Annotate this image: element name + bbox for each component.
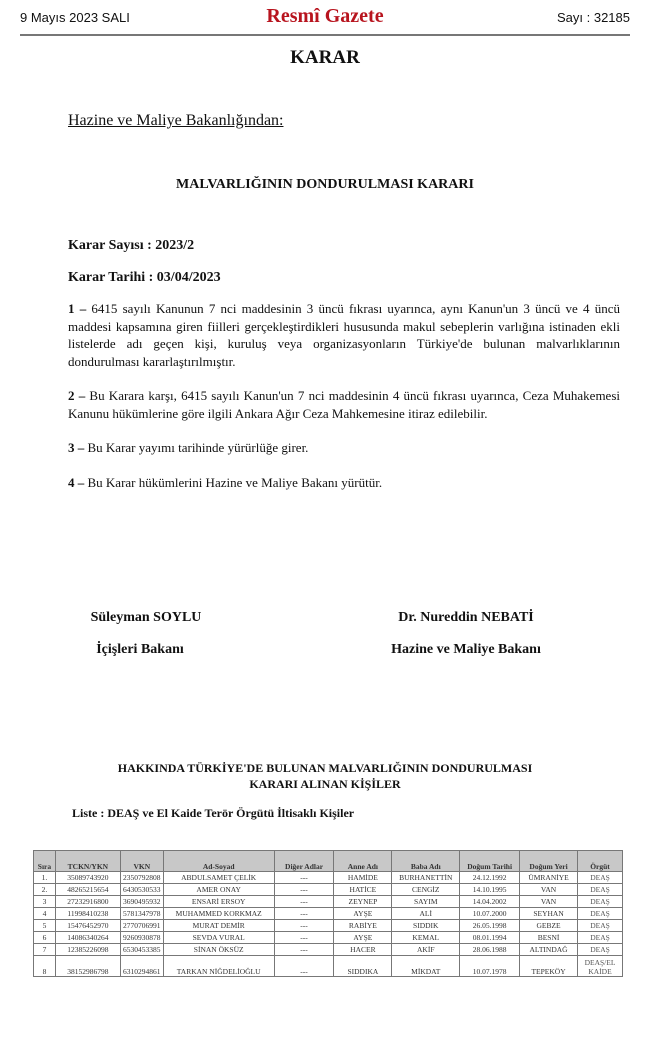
table-cell: AYŞE	[334, 932, 392, 944]
table-cell: ---	[274, 884, 334, 896]
table-row	[34, 944, 623, 956]
column-header: Doğum Tarihi	[460, 851, 520, 872]
table-cell: ALTINDAĞ	[520, 944, 578, 956]
table-cell: DEAŞ	[578, 944, 623, 956]
table-cell: 12385226098	[55, 944, 120, 956]
table-cell: ---	[274, 932, 334, 944]
table-cell: ZEYNEP	[334, 896, 392, 908]
table-cell: DEAŞ	[578, 908, 623, 920]
ministry-name: Hazine ve Maliye Bakanlığından:	[68, 112, 284, 129]
section-title: KARAR	[290, 47, 360, 68]
table-cell: 08.01.1994	[460, 932, 520, 944]
signature-name-2: Dr. Nureddin NEBATİ	[398, 610, 534, 625]
table-cell: VAN	[520, 896, 578, 908]
decision-date: Karar Tarihi : 03/04/2023	[68, 270, 221, 285]
table-cell: ---	[274, 944, 334, 956]
gazette-title: Resmî Gazete	[266, 5, 384, 27]
signature-role-1: İçişleri Bakanı	[96, 642, 184, 657]
table-cell: 26.05.1998	[460, 920, 520, 932]
issue-date: 9 Mayıs 2023 SALI	[20, 10, 130, 25]
table-header-row	[34, 851, 623, 872]
column-header: Sıra	[34, 851, 56, 872]
column-header: TCKN/YKN	[55, 851, 120, 872]
table-row	[34, 920, 623, 932]
table-cell: RABİYE	[334, 920, 392, 932]
table-cell: DEAŞ	[578, 896, 623, 908]
table-cell: ÜMRANİYE	[520, 872, 578, 884]
column-header: VKN	[120, 851, 163, 872]
table-cell: 38152986798	[55, 956, 120, 977]
table-cell: TARKAN NİĞDELİOĞLU	[163, 956, 274, 977]
table-cell: 10.07.1978	[460, 956, 520, 977]
table-cell: HAMİDE	[334, 872, 392, 884]
table-cell: ---	[274, 908, 334, 920]
column-header: Diğer Adlar	[274, 851, 334, 872]
column-header: Ad-Soyad	[163, 851, 274, 872]
table-cell: ---	[274, 920, 334, 932]
table-cell: TEPEKÖY	[520, 956, 578, 977]
table-cell: 6530453385	[120, 944, 163, 956]
gazette-header	[20, 5, 630, 30]
signature-name-1: Süleyman SOYLU	[90, 610, 202, 625]
article-2: 2 – Bu Karara karşı, 6415 sayılı Kanun'un 7 nci maddesinin 4 üncü fıkrası uyarınca, Ceza Muhakemesi Kanunu hükümlerine göre ilgili Ankara Ağır Ceza Mahkemesine itiraz edilebilir.	[68, 388, 620, 421]
table-cell: SAYIM	[392, 896, 460, 908]
list-label: Liste : DEAŞ ve El Kaide Terör Örgütü İltisaklı Kişiler	[72, 806, 355, 820]
table-cell: AYŞE	[334, 908, 392, 920]
articles	[68, 300, 620, 508]
article-1: 1 – 6415 sayılı Kanunun 7 nci maddesinin 3 üncü fıkrası uyarınca, aynı Kanun'un 3 üncü ve 4 üncü maddesi kapsamına giren fiilleri gerçekleştirdikleri hususunda makul sebeplerin varlığına istinaden ekli listelerde adı geçen kişi, kuruluş veya organizasyonların Türkiye'de bulunan malvarlıklarının dondurulması kararlaştırılmıştır.	[68, 301, 621, 369]
table-cell: 27232916800	[55, 896, 120, 908]
table-row	[34, 896, 623, 908]
table-cell: DEAŞ/EL KAİDE	[578, 956, 623, 977]
table-cell: 28.06.1988	[460, 944, 520, 956]
table-cell: 8	[34, 956, 56, 977]
table-cell: 14.04.2002	[460, 896, 520, 908]
table-cell: 14.10.1995	[460, 884, 520, 896]
table-row	[34, 872, 623, 884]
table-cell: BURHANETTİN	[392, 872, 460, 884]
persons-table	[33, 850, 623, 977]
table-cell: 6430530533	[120, 884, 163, 896]
table-cell: MURAT DEMİR	[163, 920, 274, 932]
table-cell: SIDDIKA	[334, 956, 392, 977]
table-cell: ---	[274, 896, 334, 908]
column-header: Örgüt	[578, 851, 623, 872]
issue-number: Sayı : 32185	[557, 10, 630, 25]
table-cell: ---	[274, 956, 334, 977]
table-cell: KEMAL	[392, 932, 460, 944]
table-cell: BESNİ	[520, 932, 578, 944]
column-header: Baba Adı	[392, 851, 460, 872]
table-cell: ALİ	[392, 908, 460, 920]
column-header: Anne Adı	[334, 851, 392, 872]
table-cell: 5	[34, 920, 56, 932]
article-4: 4 – Bu Karar hükümlerini Hazine ve Maliye Bakanı yürütür.	[68, 474, 383, 490]
table-cell: 2.	[34, 884, 56, 896]
table-cell: VAN	[520, 884, 578, 896]
table-cell: 24.12.1992	[460, 872, 520, 884]
table-row	[34, 884, 623, 896]
table-cell: 11998410238	[55, 908, 120, 920]
table-cell: AKİF	[392, 944, 460, 956]
table-cell: ENSARİ ERSOY	[163, 896, 274, 908]
table-title: HAKKINDA TÜRKİYE'DE BULUNAN MALVARLIĞININ DONDURULMASI KARARI ALINAN KİŞİLER	[117, 761, 533, 791]
table-cell: 1.	[34, 872, 56, 884]
table-cell: 48265215654	[55, 884, 120, 896]
table-cell: SEVDA VURAL	[163, 932, 274, 944]
table-cell: 10.07.2000	[460, 908, 520, 920]
decision-title: MALVARLIĞININ DONDURULMASI KARARI	[176, 177, 474, 192]
table-cell: SIDDIK	[392, 920, 460, 932]
article-3: 3 – Bu Karar yayımı tarihinde yürürlüğe girer.	[68, 440, 309, 455]
table-cell: 2770706991	[120, 920, 163, 932]
column-header: Doğum Yeri	[520, 851, 578, 872]
table-cell: ---	[274, 872, 334, 884]
table-cell: 35089743920	[55, 872, 120, 884]
table-cell: 6310294861	[120, 956, 163, 977]
table-cell: DEAŞ	[578, 932, 623, 944]
table-cell: MUHAMMED KORKMAZ	[163, 908, 274, 920]
table-cell: DEAŞ	[578, 884, 623, 896]
decision-number: Karar Sayısı : 2023/2	[68, 238, 195, 253]
signature-role-2: Hazine ve Maliye Bakanı	[391, 642, 541, 657]
table-cell: 3	[34, 896, 56, 908]
table-cell: HACER	[334, 944, 392, 956]
table-cell: SİNAN ÖKSÜZ	[163, 944, 274, 956]
table-cell: 15476452970	[55, 920, 120, 932]
table-cell: 14086340264	[55, 932, 120, 944]
table-cell: 3690495932	[120, 896, 163, 908]
table-cell: CENGİZ	[392, 884, 460, 896]
table-cell: 2350792808	[120, 872, 163, 884]
table-cell: DEAŞ	[578, 920, 623, 932]
table-row	[34, 908, 623, 920]
table-cell: 6	[34, 932, 56, 944]
table-cell: 5781347978	[120, 908, 163, 920]
table-row	[34, 956, 623, 977]
table-cell: SEYHAN	[520, 908, 578, 920]
table-row	[34, 932, 623, 944]
table-cell: HATİCE	[334, 884, 392, 896]
table-cell: MİKDAT	[392, 956, 460, 977]
table-cell: ABDULSAMET ÇELİK	[163, 872, 274, 884]
header-divider	[20, 34, 630, 36]
table-cell: GEBZE	[520, 920, 578, 932]
table-cell: 4	[34, 908, 56, 920]
table-cell: DEAŞ	[578, 872, 623, 884]
table-cell: 9260930878	[120, 932, 163, 944]
table-cell: 7	[34, 944, 56, 956]
table-cell: AMER ONAY	[163, 884, 274, 896]
